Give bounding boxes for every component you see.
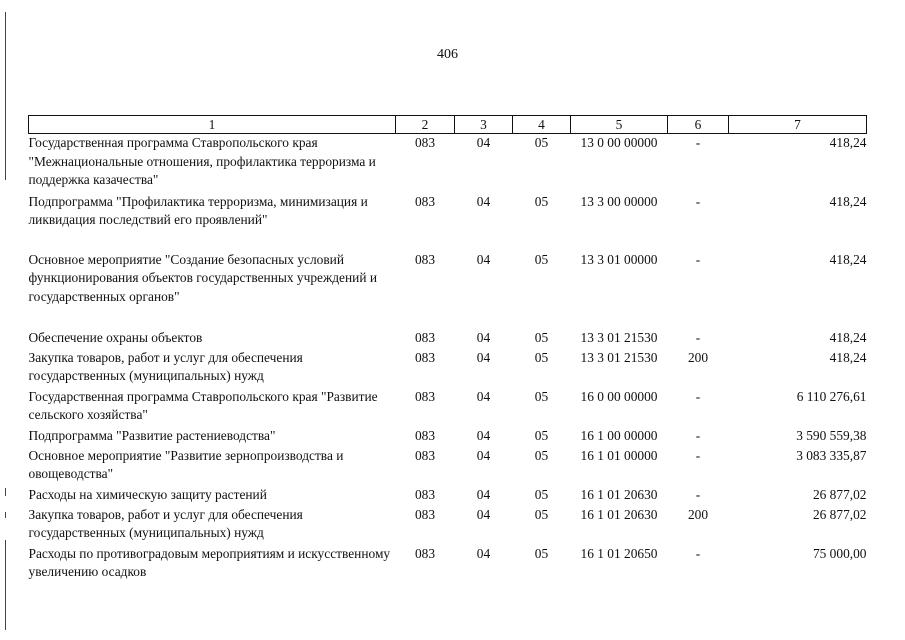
target-article-cell: 16 1 01 00000 [580,447,658,463]
item-name-cell: Государственная программа Ставропольского края "Межнациональные отношения, профилактика терроризма и поддержка казачества" [28,135,376,188]
ministry-code-cell: 083 [414,251,436,267]
left-margin-rule [5,488,6,496]
item-name-cell: Обеспечение охраны объектов [28,329,203,345]
subsection-code-cell: 05 [534,329,549,345]
item-name-cell: Основное мероприятие "Создание безопасных условий функционирования объектов государственных учреждений и государственных органов" [28,251,378,304]
table-row [29,251,867,329]
target-article-cell: 13 3 01 21530 [580,329,658,345]
page-number: 406 [437,47,458,62]
amount-cell: 418,24 [829,135,867,150]
table-row [29,447,867,486]
expense-type-cell: - [695,486,701,502]
table-row [29,545,867,584]
target-article-cell: 13 0 00 00000 [580,135,658,150]
left-margin-rule [5,540,6,630]
item-name-cell: Государственная программа Ставропольского края "Развитие сельского хозяйства" [28,388,378,423]
column-header: 2 [396,116,455,134]
table-row [29,349,867,388]
section-code-cell: 04 [476,193,491,209]
budget-table [28,115,867,584]
section-code-cell: 04 [476,506,491,522]
table-row [29,193,867,251]
target-article-cell: 16 1 01 20630 [580,506,658,522]
item-name-cell: Закупка товаров, работ и услуг для обеспечения государственных (муниципальных) нужд [28,349,303,384]
amount-cell: 6 110 276,61 [796,388,867,404]
ministry-code-cell: 083 [414,193,436,209]
column-number-header [29,116,867,134]
expense-type-cell: - [695,545,701,561]
item-name-cell: Подпрограмма "Развитие растениеводства" [28,427,276,443]
subsection-code-cell: 05 [534,135,549,150]
column-header: 7 [729,116,867,134]
table-row [29,329,867,349]
target-article-cell: 16 1 01 20650 [580,545,658,561]
table-row [29,134,867,193]
section-code-cell: 04 [476,427,491,443]
column-header: 1 [29,116,396,134]
section-code-cell: 04 [476,329,491,345]
item-name-cell: Расходы на химическую защиту растений [28,486,267,502]
section-code-cell: 04 [476,251,491,267]
ministry-code-cell: 083 [414,349,436,365]
section-code-cell: 04 [476,349,491,365]
left-margin-rule [5,12,6,180]
ministry-code-cell: 083 [414,135,436,150]
subsection-code-cell: 05 [534,193,549,209]
expense-type-cell: - [695,193,701,209]
ministry-code-cell: 083 [414,506,436,522]
expense-type-cell: - [695,135,701,150]
table-row [29,486,867,506]
section-code-cell: 04 [476,135,491,150]
expense-type-cell: - [695,427,701,443]
section-code-cell: 04 [476,388,491,404]
subsection-code-cell: 05 [534,486,549,502]
target-article-cell: 16 1 01 20630 [580,486,658,502]
subsection-code-cell: 05 [534,427,549,443]
amount-cell: 418,24 [829,251,867,267]
ministry-code-cell: 083 [414,545,436,561]
section-code-cell: 04 [476,486,491,502]
item-name-cell: Основное мероприятие "Развитие зернопроизводства и овощеводства" [28,447,344,482]
amount-cell: 26 877,02 [812,506,867,522]
column-header: 4 [513,116,571,134]
subsection-code-cell: 05 [534,349,549,365]
table-row [29,506,867,545]
table-row [29,427,867,447]
target-article-cell: 16 0 00 00000 [580,388,658,404]
target-article-cell: 13 3 00 00000 [580,193,658,209]
ministry-code-cell: 083 [414,388,436,404]
expense-type-cell: - [695,329,701,345]
subsection-code-cell: 05 [534,447,549,463]
amount-cell: 418,24 [829,329,867,345]
subsection-code-cell: 05 [534,545,549,561]
section-code-cell: 04 [476,447,491,463]
left-margin-rule [5,512,6,518]
subsection-code-cell: 05 [534,251,549,267]
ministry-code-cell: 083 [414,329,436,345]
expense-type-cell: 200 [687,506,709,522]
item-name-cell: Расходы по противоградовым мероприятиям и искусственному увеличению осадков [28,545,391,580]
target-article-cell: 13 3 01 21530 [580,349,658,365]
amount-cell: 75 000,00 [812,545,867,561]
item-name-cell: Закупка товаров, работ и услуг для обеспечения государственных (муниципальных) нужд [28,506,303,541]
expense-type-cell: - [695,447,701,463]
target-article-cell: 16 1 00 00000 [580,427,658,443]
amount-cell: 418,24 [829,349,867,365]
table-row [29,388,867,427]
amount-cell: 26 877,02 [812,486,867,502]
subsection-code-cell: 05 [534,388,549,404]
section-code-cell: 04 [476,545,491,561]
ministry-code-cell: 083 [414,427,436,443]
expense-type-cell: 200 [687,349,709,365]
subsection-code-cell: 05 [534,506,549,522]
column-header: 6 [668,116,729,134]
item-name-cell: Подпрограмма "Профилактика терроризма, минимизация и ликвидация последствий его проявлений" [28,193,368,228]
amount-cell: 418,24 [829,193,867,209]
amount-cell: 3 083 335,87 [796,447,867,463]
column-header: 3 [455,116,513,134]
expense-type-cell: - [695,388,701,404]
expense-type-cell: - [695,251,701,267]
ministry-code-cell: 083 [414,447,436,463]
amount-cell: 3 590 559,38 [796,427,867,443]
ministry-code-cell: 083 [414,486,436,502]
column-header: 5 [571,116,668,134]
target-article-cell: 13 3 01 00000 [580,251,658,267]
